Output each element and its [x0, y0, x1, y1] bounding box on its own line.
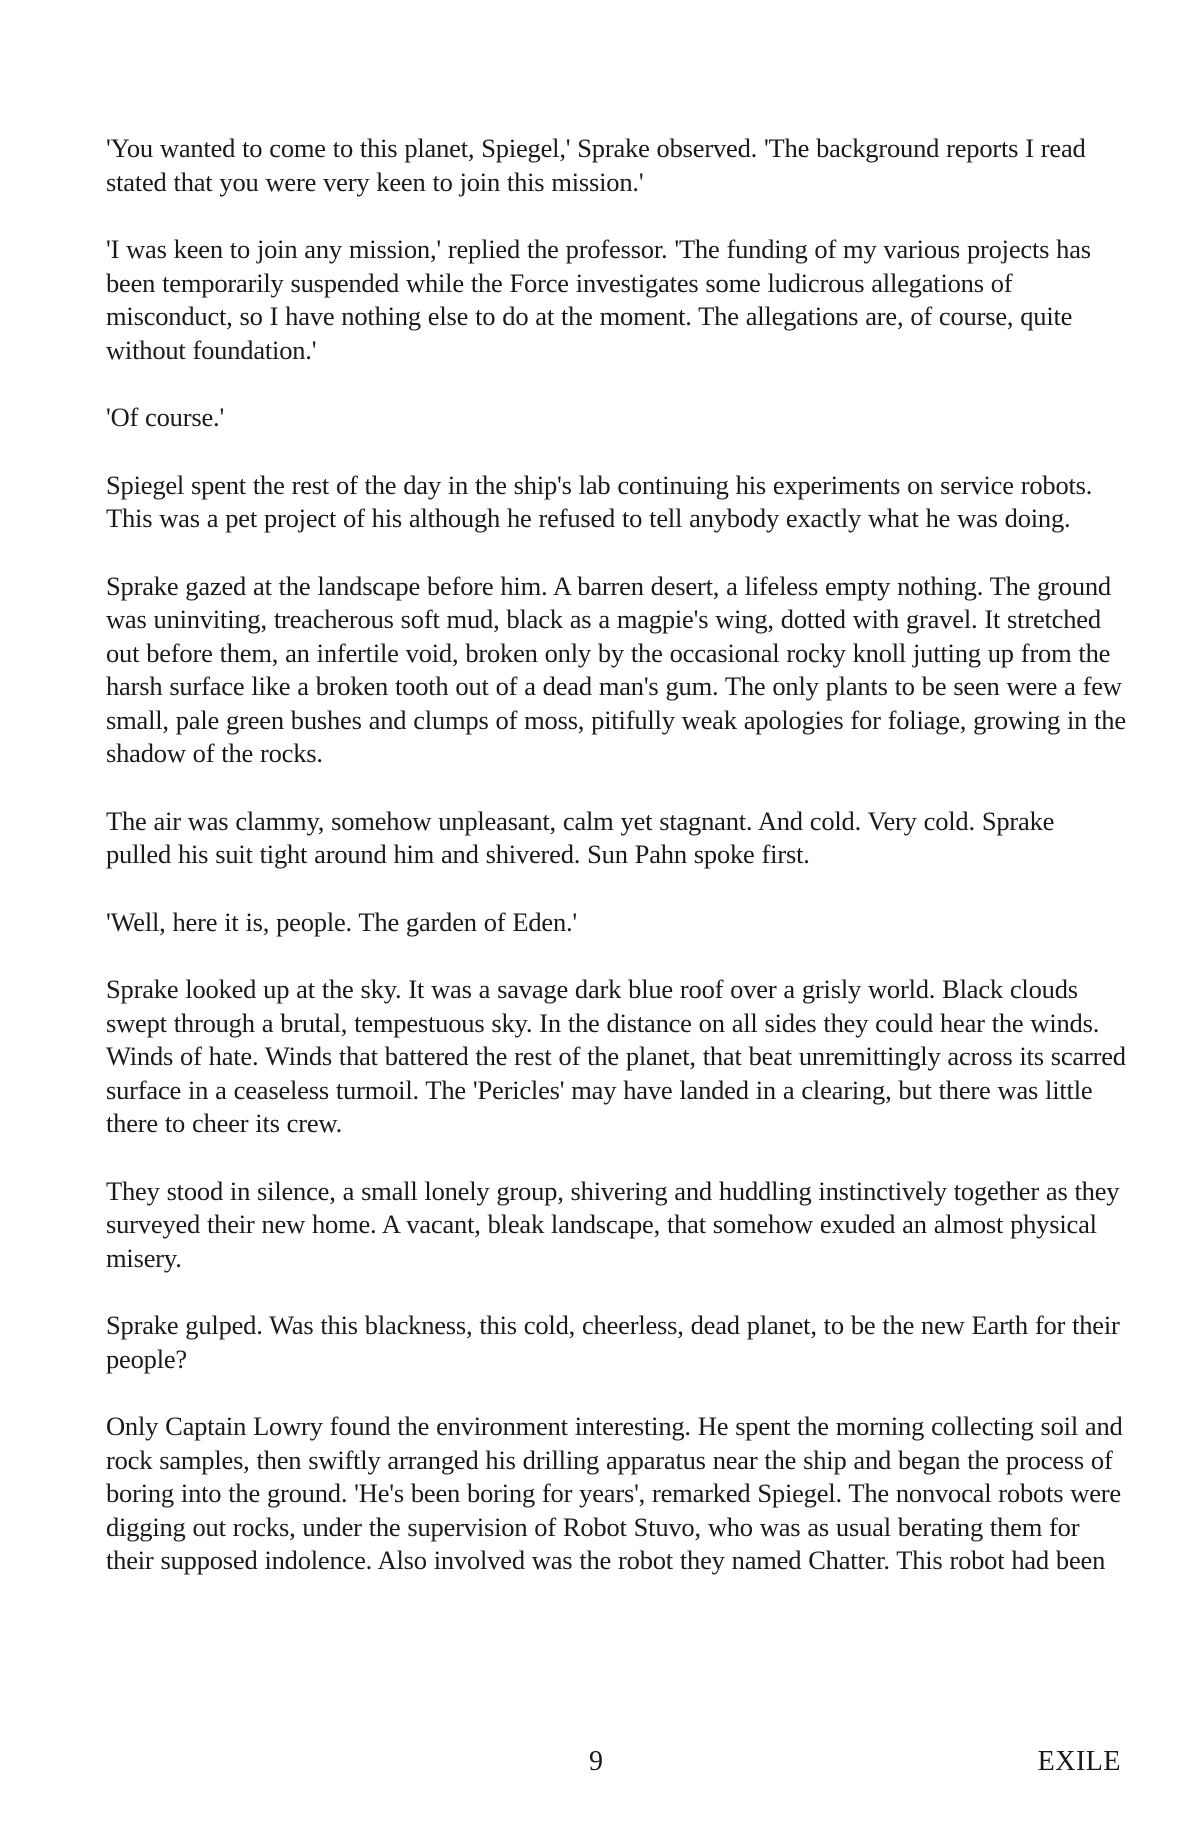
paragraph: Only Captain Lowry found the environment interesting. He spent the morning collecting soil and rock samples, then swiftly arranged his drilling apparatus near the ship and began the process of boring into the ground. 'He's been boring for years', remarked Spiegel. The nonvocal robots were digging out rocks, under the supervision of Robot Stuvo, who was as usual berating them for their supposed indolence. Also involved was the robot they named Chatter. This robot had been	[106, 1411, 1123, 1575]
paragraph: 'You wanted to come to this planet, Spiegel,' Sprake observed. 'The background reports I read stated that you were very keen to join this mission.'	[106, 133, 1086, 197]
paragraph: Sprake gulped. Was this blackness, this cold, cheerless, dead planet, to be the new Earth for their people?	[106, 1310, 1120, 1374]
body-text	[106, 132, 1126, 1612]
paragraph: 'I was keen to join any mission,' replied the professor. 'The funding of my various projects has been temporarily suspended while the Force investigates some ludicrous allegations of misconduct, so I have nothing else to do at the moment. The allegations are, of course, quite without foundation.'	[106, 234, 1091, 365]
paragraph: Sprake looked up at the sky. It was a savage dark blue roof over a grisly world. Black clouds swept through a brutal, tempestuous sky. In the distance on all sides they could hear the winds. Winds of hate. Winds that battered the rest of the planet, that beat unremittingly across its scarred surface in a ceaseless turmoil. The 'Pericles' may have landed in a clearing, but there was little there to cheer its crew.	[106, 974, 1126, 1138]
paragraph: Sprake gazed at the landscape before him. A barren desert, a lifeless empty nothing. The ground was uninviting, treacherous soft mud, black as a magpie's wing, dotted with gravel. It stretched out before them, an infertile void, broken only by the occasional rocky knoll jutting up from the harsh surface like a broken tooth out of a dead man's gum. The only plants to be seen were a few small, pale green bushes and clumps of moss, pitifully weak apologies for foliage, growing in the shadow of the rocks.	[106, 570, 1126, 768]
paragraph: 'Of course.'	[106, 402, 225, 432]
running-title: EXILE	[1037, 1746, 1121, 1777]
paragraph: 'Well, here it is, people. The garden of Eden.'	[106, 906, 578, 937]
paragraph: Spiegel spent the rest of the day in the ship's lab continuing his experiments on service robots. This was a pet project of his although he refused to tell anybody exactly what he was doing.	[106, 469, 1093, 533]
page-number: 9	[589, 1746, 603, 1777]
paragraph: They stood in silence, a small lonely group, shivering and huddling instinctively together as they surveyed their new home. A vacant, bleak landscape, that somehow exuded an almost physical misery.	[106, 1175, 1120, 1273]
paragraph: The air was clammy, somehow unpleasant, calm yet stagnant. And cold. Very cold. Sprake pulled his suit tight around him and shivered. Sun Pahn spoke first.	[106, 805, 1055, 869]
